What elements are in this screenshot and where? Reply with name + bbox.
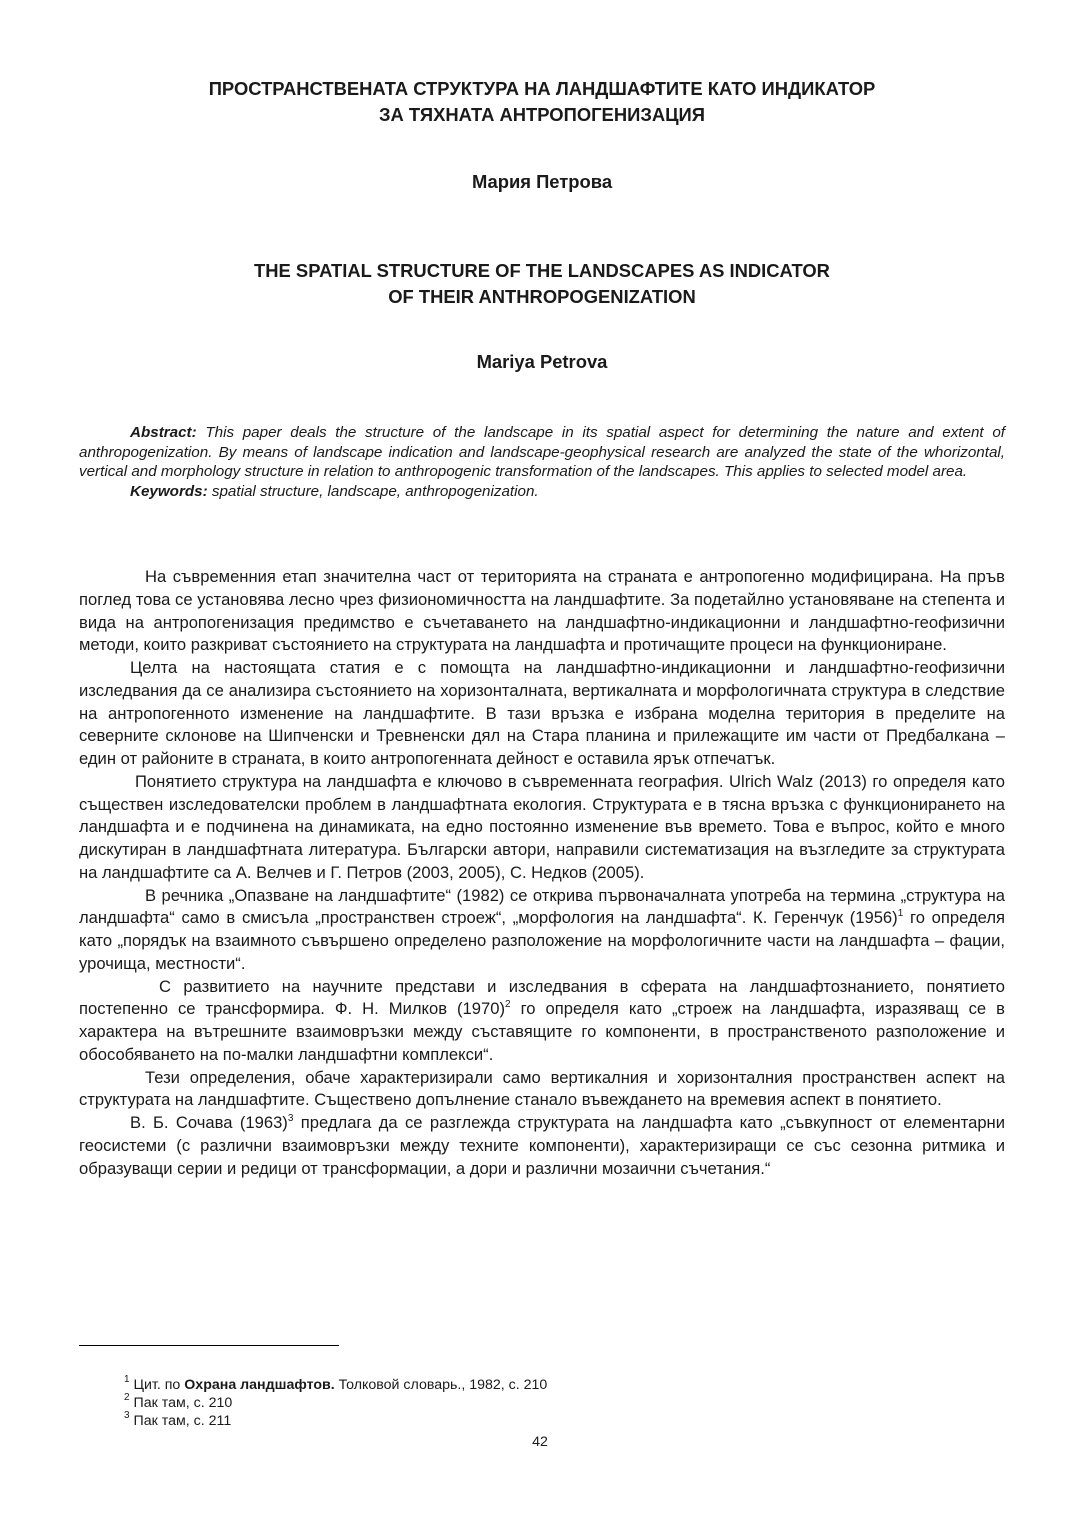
footnote-ref-3[interactable]: 3 [287,1113,294,1124]
title-en-line-2: OF THEIR ANTHROPOGENIZATION [388,286,696,307]
paragraph-5-text-a: С развитието на научните представи и изследвания в сферата на ландшафтознанието, понятието постепенно се трансформира. Ф. Н. Милков (1970) [79,976,1005,1019]
title-english [79,258,1005,310]
paragraph-7-text-b: предлага да се разглежда структурата на ландшафта като „съвкупност от елементарни геосистеми (с различни взаимовръзки между техните компоненти), характеризиращи се със сезонна ритмика и образуващи серии и редици от трансформации, а дори и различни мозаични съчетания.“ [79,1113,1005,1178]
author-english: Mariya Petrova [476,351,608,372]
paragraph-5-text-b: го определя като „строеж на ландшафта, изразяващ се в характера на вътрешните взаимовръзки между съставящите го компоненти, в пространственото разположение и обособяването на по-малки ландшафтни комплекси“. [79,999,1005,1064]
footnote-3-text: Пак там, с. 211 [133,1413,232,1430]
paragraph-7-text-a: В. Б. Сочава (1963) [130,1113,288,1132]
footnote-ref-2[interactable]: 2 [505,999,511,1011]
keywords-line [79,482,1005,502]
paragraph-4 [79,885,1005,976]
title-bulgarian [79,76,1005,128]
footnote-1-rest: Толковой словарь., 1982, с. 210 [334,1377,548,1393]
paragraph-5 [79,976,1005,1067]
footnote-ref-1[interactable]: 1 [897,908,904,920]
page-number: 42 [532,1434,548,1450]
footnote-1-bold: Охрана ландшафтов. [184,1377,335,1393]
title-bg-line-2: ЗА ТЯХНАТА АНТРОПОГЕНИЗАЦИЯ [378,104,705,125]
paragraph-1: На съвременния етап значителна част от територията на страната е антропогенно модифицирана. На пръв поглед това се установява лесно чрез физиономичността на ландшафтите. За подетайлно установяване на степента и вида на антропогенизация предимство е съчетаването на ландшафтно-индикационни и ландшафтно-геофизични методи, които разкриват състоянието на структурата на ландшафта и протичащите процеси на функциониране. [79,567,1005,655]
author-bulgarian: Мария Петрова [471,171,613,192]
title-bg-line-1: ПРОСТРАНСТВЕНАТА СТРУКТУРА НА ЛАНДШАФТИТЕ КАТО ИНДИКАТОР [208,78,876,99]
abstract-text: This paper deals the structure of the landscape in its spatial aspect for determining the nature and extent of anthropogenization. By means of landscape indication and landscape-geophysical research are analyzed the state of the whorizontal, vertical and morphology structure in relation to anthropogenic transformation of the landscapes. This applies to selected model area. [79,424,1005,481]
paragraph-4-text-b: го определя като „порядък на взаимното съвършено определено разположение на морфологичните части на ландшафта – фации, урочища, местности“. [79,908,1005,973]
paragraph-7 [79,1112,1005,1180]
keywords-label: Keywords: [130,482,208,500]
footnotes [124,1376,547,1431]
title-en-line-1: THE SPATIAL STRUCTURE OF THE LANDSCAPES AS INDICATOR [254,260,830,281]
footnote-1-prefix: Цит. по [133,1377,185,1393]
footnote-1 [124,1376,547,1394]
paragraph-4-text-a: В речника „Опазване на ландшафтите“ (1982) се открива първоначалната употреба на термина „структура на ландшафта“ само в смисъла „пространствен строеж“, „морфология на ландшафта“. К. Геренчук (1956) [79,885,1005,928]
footnote-separator [79,1345,339,1346]
abstract [79,423,1005,501]
footnote-3-number: 3 [124,1410,130,1422]
footnote-2-text: Пак там, с. 210 [133,1395,233,1412]
paragraph-6: Тези определения, обаче характеризирали само вертикалния и хоризонталния пространствен аспект на структурата на ландшафтите. Съществено допълнение станало въвеждането на времевия аспект в понятието. [79,1067,1005,1110]
footnote-2-number: 2 [124,1392,130,1404]
keywords-text: spatial structure, landscape, anthropogenization. [211,482,539,500]
paragraph-3: Понятието структура на ландшафта е ключово в съвременната география. Ulrich Walz (2013) го определя като съществен изследователски проблем в ландшафтната екология. Структурата е в тясна връзка с функционирането на ландшафта и е подчинена на динамиката, на едно постоянно изменение във времето. Това е въпрос, който е много дискутиран в ландшафтната литература. Български автори, направили систематизация на възгледите за структурата на ландшафтите са А. Велчев и Г. Петров (2003, 2005), С. Недков (2005). [79,771,1005,882]
footnote-2 [124,1394,547,1412]
paragraph-2: Целта на настоящата статия е с помощта на ландшафтно-индикационни и ландшафтно-геофизични изследвания да се анализира състоянието на хоризонталната, вертикалната и морфологичната структура в следствие на антропогенното изменение на ландшафтите. В тази връзка е избрана моделна територия в пределите на северните склонове на Шипченски и Тревненски дял на Стара планина и прилежащите им части от Предбалкана – един от районите в страната, в които антропогенната дейност е оставила ярък отпечатък. [79,658,1005,768]
footnote-3 [124,1412,547,1430]
footnote-1-number: 1 [124,1374,130,1385]
body-text [79,566,1005,1180]
abstract-label: Abstract: [130,424,197,441]
